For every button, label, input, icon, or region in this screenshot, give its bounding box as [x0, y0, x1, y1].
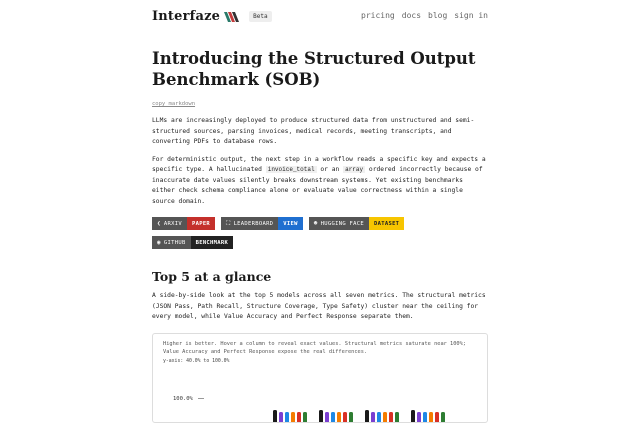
badge-github-value: BENCHMARK	[191, 236, 234, 249]
badge-hugging-face-value: DATASET	[369, 217, 404, 230]
code-invoice-total: invoice_total	[267, 166, 315, 173]
chart-bar[interactable]	[343, 412, 347, 423]
chart-bar[interactable]	[441, 412, 445, 423]
section-title: Top 5 at a glance	[152, 269, 272, 284]
chart-bar[interactable]	[423, 412, 427, 423]
badge-leaderboard-value: VIEW	[278, 217, 302, 230]
bar-chart[interactable]	[273, 410, 483, 423]
chart-bar[interactable]	[389, 412, 393, 423]
para2-text-c: ordered incorrectly because of inaccurate date values silently breaks downstream systems. Yet existing benchmarks either check schema compliance alone or evaluate value correctness within a single source domain.	[152, 166, 483, 205]
badge-hugging-face[interactable]	[309, 217, 405, 230]
chart-bar[interactable]	[377, 412, 381, 423]
chart-bar[interactable]	[429, 412, 433, 423]
para2-text-b: or an	[316, 166, 344, 173]
hugging-face-icon: ☻	[313, 220, 318, 227]
section-paragraph: A side-by-side look at the top 5 models across all seven metrics. The structural metrics (JSON Pass, Path Recall, Structure Coverage, Type Safety) cluster near the ceiling for every model, while Value Accuracy and Perfect Response separate them.	[152, 292, 486, 320]
badge-arxiv-label: ARXIV	[163, 220, 182, 227]
chart-bar[interactable]	[303, 412, 307, 423]
chart-bar[interactable]	[291, 412, 295, 423]
nav-sign-in[interactable]: sign in	[454, 11, 488, 20]
para2-text-a: For deterministic output, the next step in a workflow reads a specific key and expects a specific type. A hallucinated	[152, 155, 486, 173]
chart-card	[152, 333, 488, 423]
copy-markdown-link[interactable]: copy markdown	[152, 101, 196, 107]
y-tick-line	[198, 398, 204, 399]
chart-bar[interactable]	[349, 412, 353, 423]
page-title: Introducing the Structured Output Benchmark (SOB)	[152, 49, 476, 89]
intro-paragraph: LLMs are increasingly deployed to produce structured data from unstructured and semi-structured sources, parsing invoices, medical records, meeting transcripts, and converting PDFs to database rows.	[152, 117, 475, 145]
badge-github[interactable]	[152, 236, 233, 249]
chart-bar[interactable]	[435, 412, 439, 423]
chart-bar[interactable]	[383, 412, 387, 423]
chart-bar[interactable]	[365, 410, 369, 423]
chart-bar[interactable]	[273, 410, 277, 423]
chart-bar[interactable]	[331, 412, 335, 423]
logo-icon	[224, 12, 240, 22]
badge-arxiv[interactable]	[152, 217, 215, 230]
chart-bar[interactable]	[297, 412, 301, 423]
badge-github-label: GITHUB	[163, 239, 186, 246]
link-badges	[152, 217, 488, 249]
chart-bar[interactable]	[417, 412, 421, 423]
chart-bar[interactable]	[319, 410, 323, 423]
beta-badge: Beta	[249, 11, 271, 22]
chart-bar[interactable]	[371, 412, 375, 423]
nav-pricing[interactable]: pricing	[361, 11, 395, 20]
badge-hugging-face-label: HUGGING FACE	[320, 220, 365, 227]
brand[interactable]	[152, 9, 272, 24]
chart-bar[interactable]	[279, 412, 283, 423]
brand-name: Interfaze	[152, 9, 221, 24]
determinism-paragraph	[152, 155, 488, 208]
top-nav	[361, 11, 488, 20]
chart-bar[interactable]	[411, 410, 415, 423]
github-icon: ◉	[157, 239, 161, 246]
chart-bar[interactable]	[395, 412, 399, 423]
chart-bar[interactable]	[337, 412, 341, 423]
article	[152, 48, 488, 423]
nav-docs[interactable]: docs	[401, 11, 422, 20]
chart-bar[interactable]	[285, 412, 289, 423]
leaderboard-icon: ⛶	[226, 219, 231, 227]
chart-bar[interactable]	[325, 412, 329, 423]
badge-leaderboard[interactable]	[221, 217, 303, 230]
top-bar	[0, 0, 640, 32]
badge-arxiv-value: PAPER	[187, 217, 215, 230]
chart-note: Higher is better. Hover a column to reveal exact values. Structural metrics saturate near 100%; Value Accuracy and Perfect Response expose the real differences.	[163, 340, 466, 355]
nav-blog[interactable]: blog	[428, 11, 448, 20]
badge-leaderboard-label: LEADERBOARD	[233, 220, 274, 227]
arxiv-icon: ❮	[157, 220, 161, 227]
y-tick-label: 100.0%	[173, 395, 193, 402]
code-array: array	[345, 166, 364, 173]
y-axis-range-note: y-axis: 40.0% to 100.0%	[163, 358, 230, 364]
